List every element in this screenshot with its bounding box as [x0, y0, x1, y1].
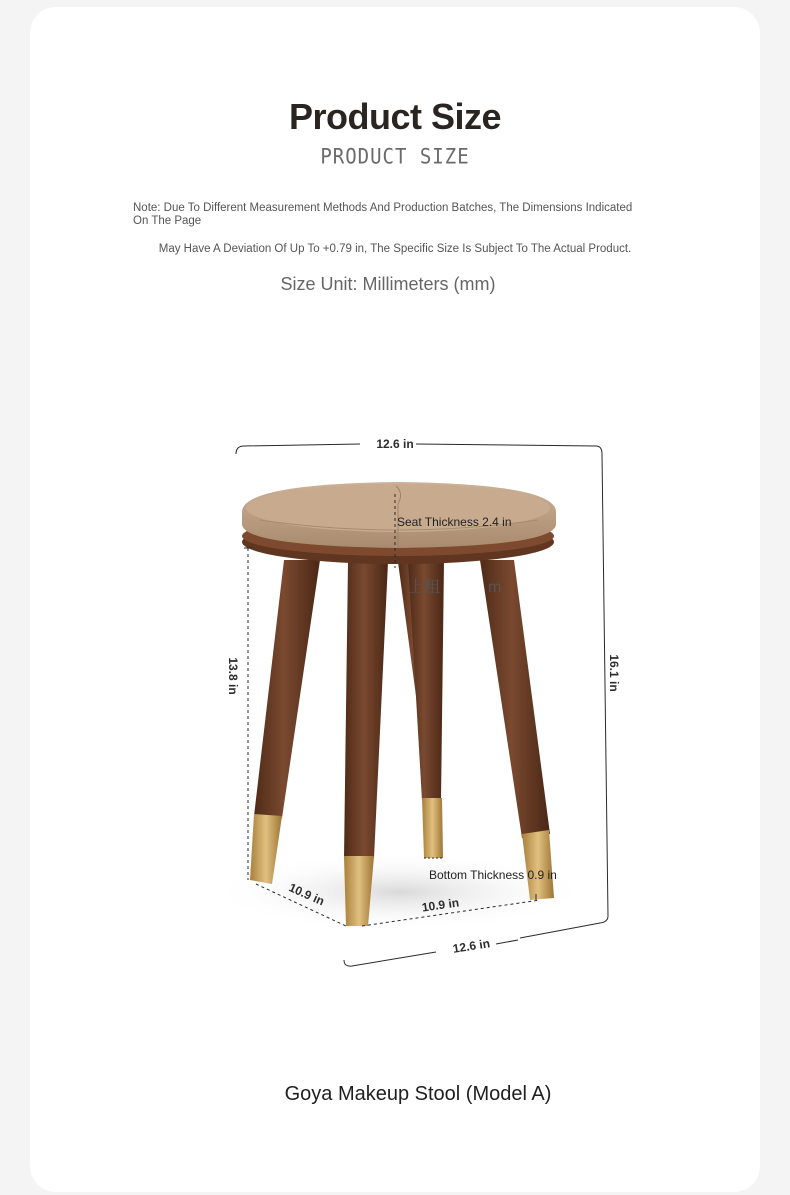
- base-depth-label: 10.9 in: [286, 880, 327, 909]
- size-unit: Size Unit: Millimeters (mm): [280, 274, 496, 294]
- leg-annotation-cn: 上粗: [408, 577, 441, 596]
- base-width-outer-label: 12.6 in: [451, 936, 491, 956]
- deviation-note: May Have A Deviation Of Up To +0.79 in, The Specific Size Is Subject To The Actual Product.: [158, 243, 632, 255]
- front-left-leg: [250, 560, 320, 884]
- top-width-label: 12.6 in: [376, 437, 414, 451]
- back-left-leg: [398, 560, 444, 858]
- page-subtitle: PRODUCT SIZE: [320, 144, 470, 170]
- product-name: Goya Makeup Stool (Model A): [284, 1083, 552, 1105]
- base-width-inner-label: 10.9 in: [420, 895, 460, 915]
- seat-thickness-label: Seat Thickness 2.4 in: [397, 515, 512, 529]
- back-right-leg: [480, 560, 554, 900]
- leg-height-label: 13.8 in: [226, 657, 240, 695]
- page-title: Product Size: [288, 96, 502, 137]
- bottom-thickness-label: Bottom Thickness 0.9 in: [429, 868, 557, 882]
- measurement-note: Note: Due To Different Measurement Methods And Production Batches, The Dimensions Indicated On The Page: [133, 202, 633, 227]
- leg-annotation-m: m: [488, 579, 502, 596]
- total-height-label: 16.1 in: [607, 654, 621, 692]
